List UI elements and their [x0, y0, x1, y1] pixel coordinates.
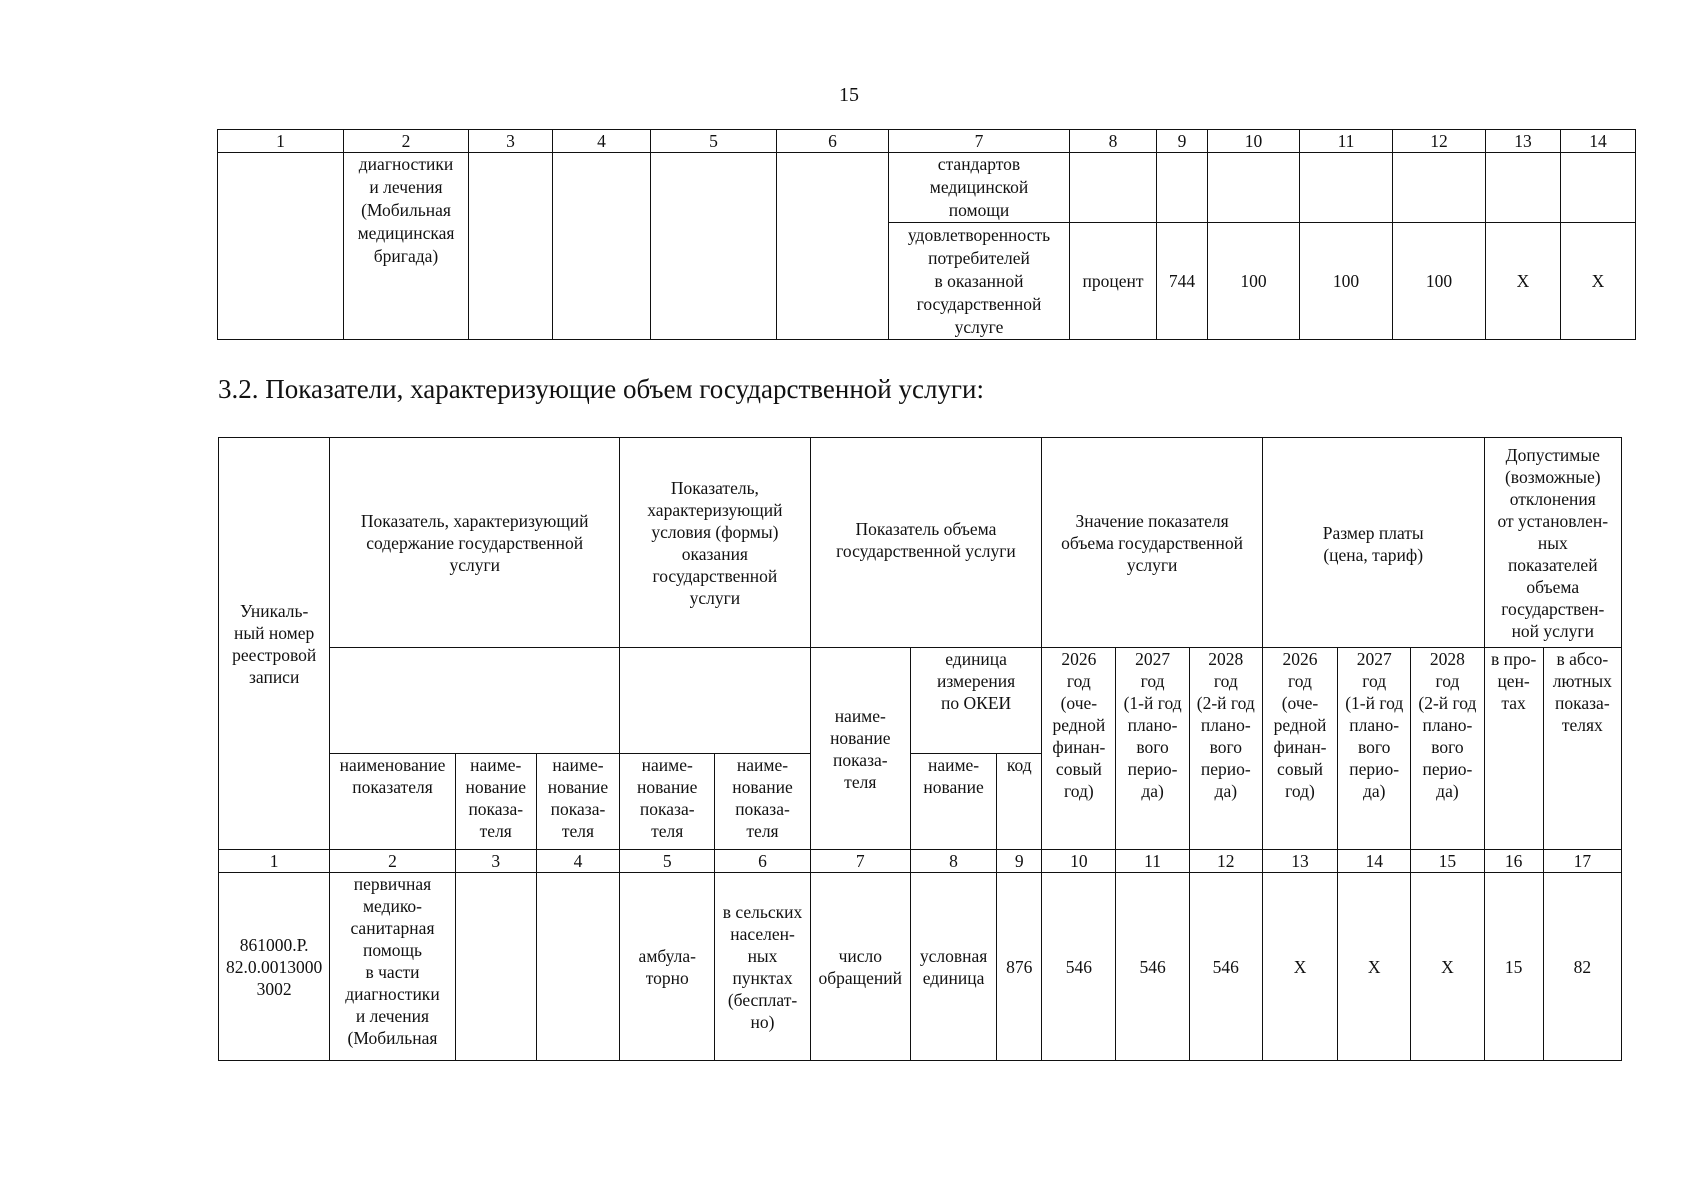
col-number: 17: [1543, 850, 1621, 873]
header-unique-number: Уникаль- ный номер реестровой записи: [219, 438, 330, 850]
header-fee-2026: 2026 год (оче- редной финан- совый год): [1262, 648, 1337, 850]
col-number: 15: [1411, 850, 1484, 873]
col-number: 13: [1486, 130, 1561, 153]
col-number: 13: [1262, 850, 1337, 873]
empty-cell: [1300, 153, 1393, 223]
col-number: 10: [1042, 850, 1116, 873]
header-indicator-name: наиме- нование показа- теля: [536, 754, 619, 850]
header-in-percent: в про- цен- тах: [1484, 648, 1543, 850]
col-number: 4: [553, 130, 651, 153]
col-number: 4: [536, 850, 619, 873]
header-row: [219, 438, 1622, 648]
header-spacer: [330, 648, 620, 754]
header-number-row: [218, 130, 1636, 153]
header-indicator-name: наиме- нование показа- теля: [810, 648, 910, 850]
column-number-row: [219, 850, 1622, 873]
header-in-absolute: в абсо- лютных показа- телях: [1543, 648, 1621, 850]
header-unit-code: код: [997, 754, 1042, 850]
empty-cell: [1157, 153, 1208, 223]
header-unit-name: наиме- нование: [910, 754, 996, 850]
indicator-name-cell: стандартов медицинской помощи: [889, 153, 1070, 223]
header-spacer: [620, 648, 811, 754]
header-year-2027: 2027 год (1-й год плано- вого перио- да): [1116, 648, 1189, 850]
empty-cell: [553, 153, 651, 340]
value-cell: 100: [1208, 223, 1300, 340]
unit-code-cell: 876: [997, 873, 1042, 1061]
value-cell: 546: [1189, 873, 1262, 1061]
header-fee-2028: 2028 год (2-й год плано- вого перио- да): [1411, 648, 1484, 850]
value-cell: 546: [1042, 873, 1116, 1061]
col-number: 12: [1189, 850, 1262, 873]
empty-cell: [455, 873, 536, 1061]
deviation-absolute-cell: 82: [1543, 873, 1621, 1061]
table-row: [218, 153, 1636, 223]
col-number: 16: [1484, 850, 1543, 873]
empty-cell: [1486, 153, 1561, 223]
col-number: 10: [1208, 130, 1300, 153]
header-year-2028: 2028 год (2-й год плано- вого перио- да): [1189, 648, 1262, 850]
header-year-2026: 2026 год (оче- редной финан- совый год): [1042, 648, 1116, 850]
header-measure-unit: единица измерения по ОКЕИ: [910, 648, 1041, 754]
header-indicator-name: наиме- нование показа- теля: [620, 754, 715, 850]
header-condition-indicator: Показатель, характеризующий условия (формы) оказания государственной услуги: [620, 438, 811, 648]
table-row: [219, 873, 1622, 1061]
col-number: 12: [1393, 130, 1486, 153]
col-number: 1: [219, 850, 330, 873]
header-allowed-deviation: Допустимые (возможные) отклонения от установлен- ных показателей объема государствен- ной услуги: [1484, 438, 1621, 648]
fee-cell: X: [1411, 873, 1484, 1061]
fee-cell: X: [1338, 873, 1411, 1061]
empty-cell: [1393, 153, 1486, 223]
value-cell: 100: [1300, 223, 1393, 340]
col-number: 8: [910, 850, 996, 873]
header-indicator-name: наименование показателя: [330, 754, 455, 850]
unique-number-cell: 861000.Р. 82.0.0013000 3002: [219, 873, 330, 1061]
code-cell: 744: [1157, 223, 1208, 340]
col-number: 11: [1116, 850, 1189, 873]
empty-cell: [1561, 153, 1636, 223]
service-content-cell: первичная медико- санитарная помощь в части диагностики и лечения (Мобильная: [330, 873, 455, 1061]
unit-cell: процент: [1070, 223, 1157, 340]
header-fee-size: Размер платы (цена, тариф): [1262, 438, 1484, 648]
volume-table: [218, 437, 1622, 1061]
volume-indicator-cell: число обращений: [810, 873, 910, 1061]
header-fee-2027: 2027 год (1-й год плано- вого перио- да): [1338, 648, 1411, 850]
header-row: [219, 648, 1622, 754]
col-number: 14: [1338, 850, 1411, 873]
col-number: 1: [218, 130, 344, 153]
indicator-name-cell: удовлетворенность потребителей в оказанной государственной услуге: [889, 223, 1070, 340]
empty-cell: [536, 873, 619, 1061]
col-number: 14: [1561, 130, 1636, 153]
header-indicator-name: наиме- нование показа- теля: [455, 754, 536, 850]
col-number: 2: [330, 850, 455, 873]
unit-name-cell: условная единица: [910, 873, 996, 1061]
value-cell: 546: [1116, 873, 1189, 1061]
col-number: 3: [455, 850, 536, 873]
header-indicator-value: Значение показателя объема государственной услуги: [1042, 438, 1263, 648]
col-number: 5: [620, 850, 715, 873]
col-number: 9: [1157, 130, 1208, 153]
page-number: 15: [839, 84, 859, 106]
col-number: 3: [469, 130, 553, 153]
header-indicator-name: наиме- нование показа- теля: [715, 754, 810, 850]
empty-cell: [218, 153, 344, 340]
header-volume-indicator: Показатель объема государственной услуги: [810, 438, 1042, 648]
col-number: 9: [997, 850, 1042, 873]
header-content-indicator: Показатель, характеризующий содержание государственной услуги: [330, 438, 620, 648]
deviation-cell: X: [1561, 223, 1636, 340]
empty-cell: [651, 153, 777, 340]
empty-cell: [1070, 153, 1157, 223]
col-number: 6: [715, 850, 810, 873]
col-number: 6: [777, 130, 889, 153]
continuation-table: [217, 129, 1636, 340]
deviation-cell: X: [1486, 223, 1561, 340]
empty-cell: [777, 153, 889, 340]
section-title: 3.2. Показатели, характеризующие объем государственной услуги:: [218, 374, 984, 404]
col-number: 8: [1070, 130, 1157, 153]
place-cell: в сельских населен- ных пунктах (бесплат- но): [715, 873, 810, 1061]
empty-cell: [1208, 153, 1300, 223]
empty-cell: [469, 153, 553, 340]
fee-cell: X: [1262, 873, 1337, 1061]
col-number: 2: [344, 130, 469, 153]
col-number: 7: [889, 130, 1070, 153]
col-number: 7: [810, 850, 910, 873]
service-name-cell: диагностики и лечения (Мобильная медицинская бригада): [344, 153, 469, 340]
deviation-percent-cell: 15: [1484, 873, 1543, 1061]
value-cell: 100: [1393, 223, 1486, 340]
col-number: 5: [651, 130, 777, 153]
form-cell: амбула- торно: [620, 873, 715, 1061]
col-number: 11: [1300, 130, 1393, 153]
